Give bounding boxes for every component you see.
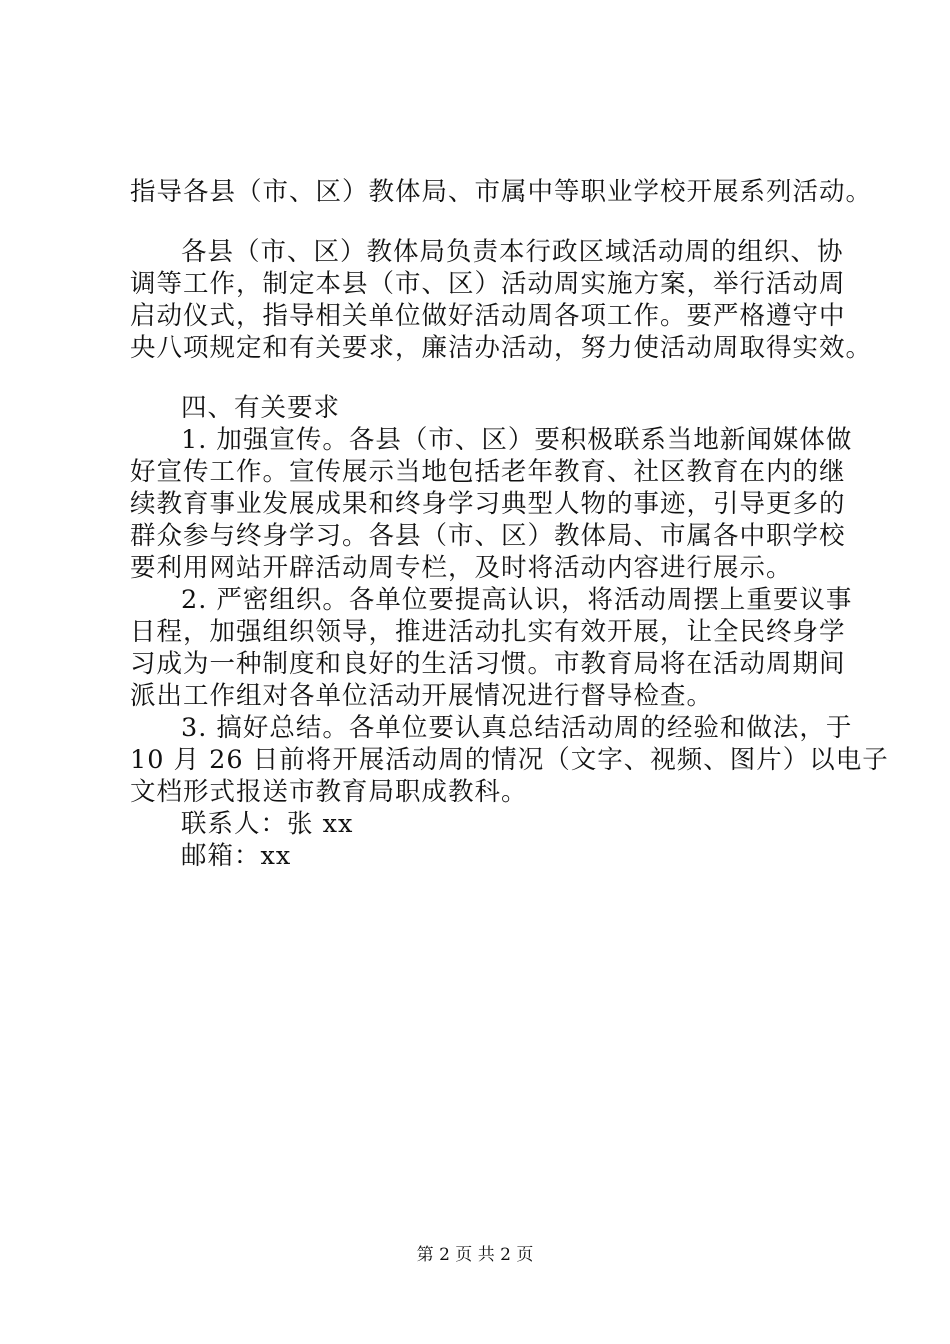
- paragraph-2-line-2: 调等工作，制定本县（市、区）活动周实施方案，举行活动周: [130, 269, 846, 299]
- item-1-line-2: 好宣传工作。宣传展示当地包括老年教育、社区教育在内的继: [130, 457, 846, 487]
- paragraph-2-line-4: 央八项规定和有关要求，廉洁办活动，努力使活动周取得实效。: [130, 333, 873, 363]
- item-2-line-3: 习成为一种制度和良好的生活习惯。市教育局将在活动周期间: [130, 649, 846, 679]
- page-number-footer: 第 2 页 共 2 页: [416, 1245, 534, 1265]
- item-2-line-4: 派出工作组对各单位活动开展情况进行督导检查。: [130, 681, 714, 711]
- item-3-line-3: 文档形式报送市教育局职成教科。: [130, 777, 528, 807]
- item-1-line-4: 群众参与终身学习。各县（市、区）教体局、市属各中职学校: [130, 521, 846, 551]
- contact-person: 联系人：张 xx: [181, 809, 354, 839]
- paragraph-1-line-1: 指导各县（市、区）教体局、市属中等职业学校开展系列活动。: [130, 177, 873, 207]
- item-3-line-2: 10 月 26 日前将开展活动周的情况（文字、视频、图片）以电子: [130, 745, 889, 775]
- item-1-line-1: 1. 加强宣传。各县（市、区）要积极联系当地新闻媒体做: [181, 425, 853, 455]
- contact-email: 邮箱：xx: [181, 841, 292, 871]
- item-1-line-3: 续教育事业发展成果和终身学习典型人物的事迹，引导更多的: [130, 489, 846, 519]
- paragraph-2-line-1: 各县（市、区）教体局负责本行政区域活动周的组织、协: [181, 237, 844, 267]
- item-2-line-1: 2. 严密组织。各单位要提高认识，将活动周摆上重要议事: [181, 585, 853, 615]
- item-3-line-1: 3. 搞好总结。各单位要认真总结活动周的经验和做法，于: [181, 713, 853, 743]
- section-heading: 四、有关要求: [181, 393, 341, 423]
- paragraph-2-line-3: 启动仪式，指导相关单位做好活动周各项工作。要严格遵守中: [130, 301, 846, 331]
- item-2-line-2: 日程，加强组织领导，推进活动扎实有效开展，让全民终身学: [130, 617, 846, 647]
- item-1-line-5: 要利用网站开辟活动周专栏，及时将活动内容进行展示。: [130, 553, 793, 583]
